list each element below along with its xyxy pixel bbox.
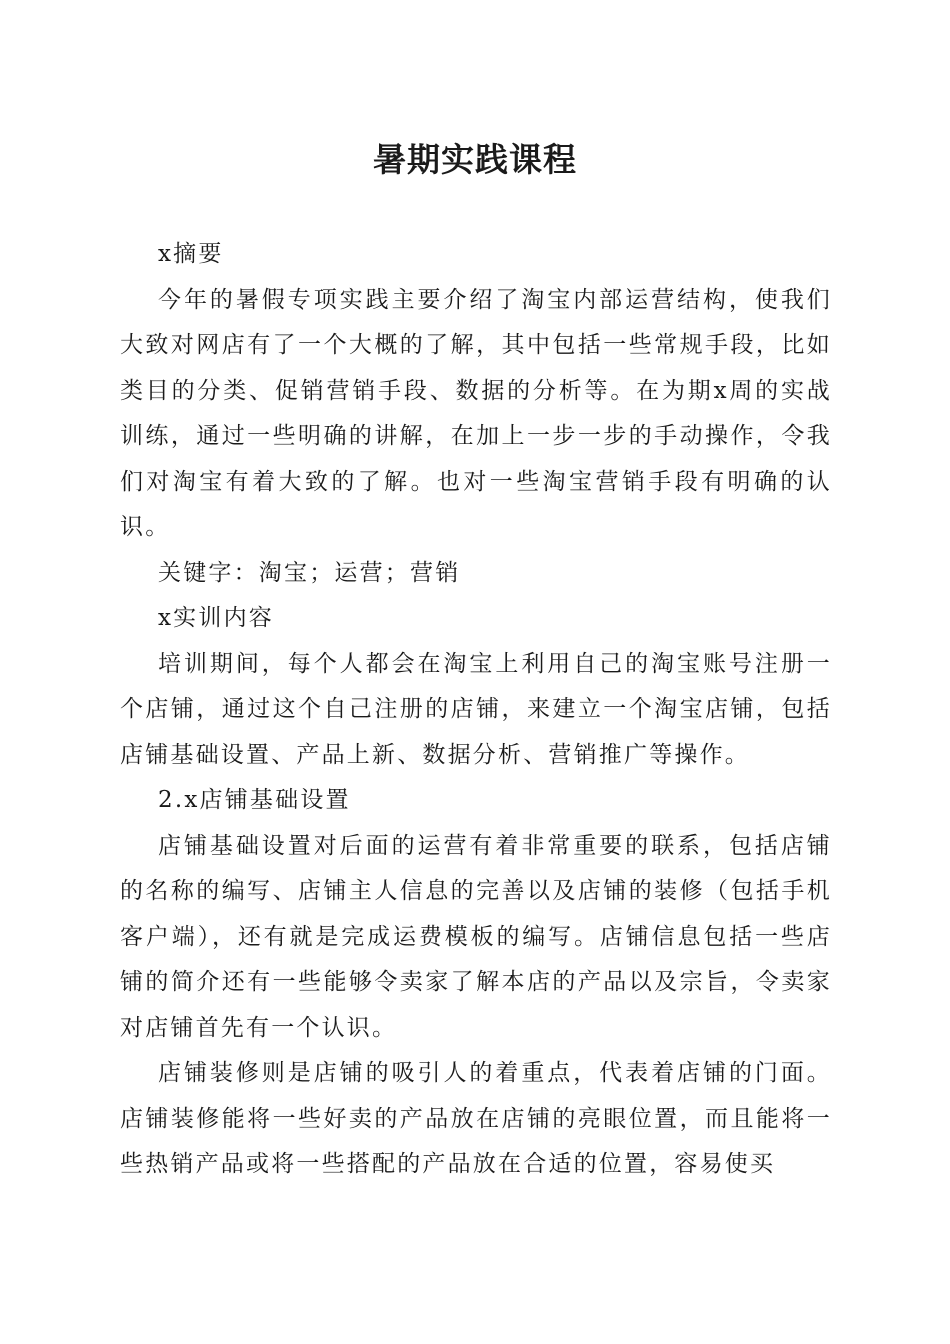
heading-shop-basic-settings: 2.x店铺基础设置 [158,787,351,813]
paragraph-shop-decoration: 店铺装修则是店铺的吸引人的着重点，代表着店铺的门面。店铺装修能将一些好卖的产品放在店铺的亮眼位置，而且能将一些热销产品或将一些搭配的产品放在合适的位置，容易使买 [120,1060,832,1177]
heading-training-content: x实训内容 [158,605,274,631]
paragraph-abstract: 今年的暑假专项实践主要介绍了淘宝内部运营结构，使我们大致对网店有了一个大概的了解，其中包括一些常规手段，比如类目的分类、促销营销手段、数据的分析等。在为期x周的实战训练，通过一些明确的讲解，在加上一步一步的手动操作，令我们对淘宝有着大致的了解。也对一些淘宝营销手段有明确的认识。 [120,286,832,540]
paragraph-training-content: 培训期间，每个人都会在淘宝上利用自己的淘宝账号注册一个店铺，通过这个自己注册的店铺，来建立一个淘宝店铺，包括店铺基础设置、产品上新、数据分析、营销推广等操作。 [120,650,832,768]
document-body [120,232,832,1188]
paragraph-shop-basic-settings: 店铺基础设置对后面的运营有着非常重要的联系，包括店铺的名称的编写、店铺主人信息的完善以及店铺的装修（包括手机客户端），还有就是完成运费模板的编写。店铺信息包括一些店铺的简介还有一些能够令卖家了解本店的产品以及宗旨，令卖家对店铺首先有一个认识。 [120,832,832,1041]
heading-abstract: x摘要 [158,241,224,267]
keywords-line: 关键字：淘宝；运营；营销 [158,559,461,586]
document-title: 暑期实践课程 [373,140,577,179]
